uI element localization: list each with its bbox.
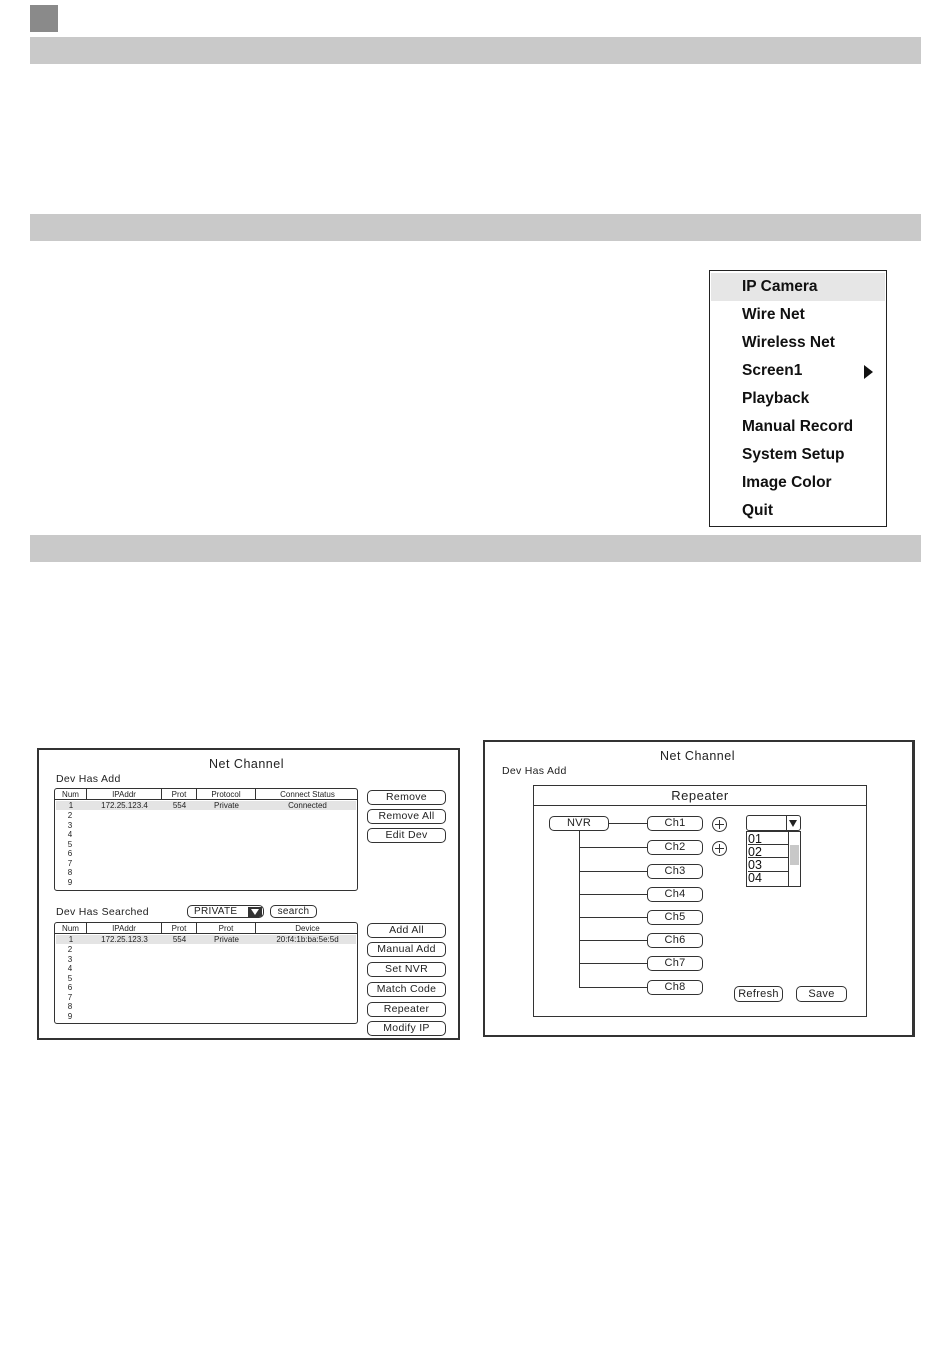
table-cell: 1 xyxy=(68,935,74,944)
menu-item-ip-camera[interactable] xyxy=(711,273,885,301)
dev-has-add-label: Dev Has Add xyxy=(502,765,567,777)
expand-plus-icon[interactable] xyxy=(712,841,727,856)
dropdown-option-list xyxy=(746,831,801,887)
row-number: 2 xyxy=(67,945,73,954)
column-header: Num xyxy=(55,789,87,800)
screen-title: Net Channel xyxy=(660,749,735,763)
connector-line xyxy=(579,894,647,895)
menu-item-label: IP Camera xyxy=(742,278,818,295)
channel-box-ch6[interactable]: Ch6 xyxy=(647,933,703,948)
expand-plus-icon[interactable] xyxy=(712,817,727,832)
save-button[interactable]: Save xyxy=(796,986,847,1002)
table-cell: 554 xyxy=(172,935,187,944)
row-number: 5 xyxy=(67,973,73,983)
menu-item-manual-record[interactable] xyxy=(711,413,885,441)
dropdown-option[interactable]: 03 xyxy=(748,858,788,872)
channel-box-ch5[interactable]: Ch5 xyxy=(647,910,703,925)
table-cell: 172.25.123.4 xyxy=(101,801,148,810)
menu-item-label: Screen1 xyxy=(742,362,803,379)
table-cell: Private xyxy=(214,935,239,944)
dropdown-arrow-icon xyxy=(248,907,262,917)
menu-item-wire-net[interactable] xyxy=(711,301,885,329)
manual-add-button[interactable]: Manual Add xyxy=(367,942,446,957)
column-header: Prot xyxy=(197,923,256,934)
table-header xyxy=(55,789,357,800)
column-header: Prot xyxy=(162,923,197,934)
search-button[interactable]: search xyxy=(270,905,317,918)
searched-devices-table xyxy=(54,922,358,1024)
net-channel-screen xyxy=(37,748,460,1040)
menu-item-label: Wireless Net xyxy=(742,334,835,351)
row-number: 9 xyxy=(67,877,73,887)
table-cell: Private xyxy=(214,801,239,810)
modify-ip-button[interactable]: Modify IP xyxy=(367,1021,446,1036)
row-number: 7 xyxy=(67,992,73,1002)
menu-item-label: Manual Record xyxy=(742,418,854,435)
row-number: 2 xyxy=(67,811,73,820)
table-cell: 554 xyxy=(172,801,187,810)
column-header: Connect Status xyxy=(280,790,335,799)
section-bar-1 xyxy=(30,37,921,64)
dropdown-option[interactable]: 04 xyxy=(748,871,762,885)
set-nvr-button[interactable]: Set NVR xyxy=(367,962,446,977)
row-number: 3 xyxy=(67,954,73,964)
protocol-dropdown-value: PRIVATE xyxy=(194,906,238,917)
row-number: 6 xyxy=(67,983,73,992)
context-menu xyxy=(709,270,887,527)
connector-line xyxy=(609,823,647,824)
match-code-button[interactable]: Match Code xyxy=(367,982,446,997)
added-devices-table xyxy=(54,788,358,891)
connector-line xyxy=(579,940,647,941)
trunk-line xyxy=(579,831,580,988)
menu-item-playback[interactable] xyxy=(711,385,885,413)
menu-item-label: System Setup xyxy=(742,446,845,463)
row-number: 8 xyxy=(67,1002,73,1011)
connector-line xyxy=(579,847,647,848)
menu-item-label: Playback xyxy=(742,390,810,407)
connector-line xyxy=(579,963,647,964)
row-number: 6 xyxy=(67,849,73,858)
section-marker xyxy=(30,5,58,32)
row-number: 5 xyxy=(67,839,73,849)
section-bar-2 xyxy=(30,214,921,241)
table-cell: Connected xyxy=(288,801,327,810)
column-header: Num xyxy=(55,923,87,934)
remove-button[interactable]: Remove xyxy=(367,790,446,805)
menu-item-label: Image Color xyxy=(742,474,832,491)
table-cell: 172.25.123.3 xyxy=(101,935,148,944)
column-header: IPAddr xyxy=(87,923,162,934)
column-header: IPAddr xyxy=(87,789,162,800)
refresh-button[interactable]: Refresh xyxy=(734,986,783,1002)
submenu-arrow-icon xyxy=(864,365,873,379)
dropdown-option[interactable]: 01 xyxy=(748,832,788,845)
table-header xyxy=(55,923,357,934)
channel-box-ch8[interactable]: Ch8 xyxy=(647,980,703,995)
channel-box-ch2[interactable]: Ch2 xyxy=(647,840,703,855)
dropdown-arrow-icon xyxy=(786,816,800,830)
repeater-dropdown[interactable] xyxy=(746,815,801,831)
channel-box-ch7[interactable]: Ch7 xyxy=(647,956,703,971)
dev-has-add-label: Dev Has Add xyxy=(56,773,121,785)
dialog-title: Repeater xyxy=(534,786,866,806)
connector-line xyxy=(579,917,647,918)
screen-title: Net Channel xyxy=(209,757,284,771)
row-number: 3 xyxy=(67,820,73,830)
repeater-screen xyxy=(483,740,915,1037)
edit-dev-button[interactable]: Edit Dev xyxy=(367,828,446,843)
add-all-button[interactable]: Add All xyxy=(367,923,446,938)
row-number: 7 xyxy=(67,858,73,868)
connector-line xyxy=(579,871,647,872)
channel-box-ch3[interactable]: Ch3 xyxy=(647,864,703,879)
row-number: 4 xyxy=(67,830,73,839)
table-cell: 1 xyxy=(68,801,74,810)
menu-item-quit[interactable] xyxy=(711,497,885,525)
dropdown-option[interactable]: 02 xyxy=(748,845,788,858)
channel-box-ch1[interactable]: Ch1 xyxy=(647,816,703,831)
section-bar-3 xyxy=(30,535,921,562)
row-number: 8 xyxy=(67,868,73,877)
menu-item-label: Wire Net xyxy=(742,306,805,323)
table-cell: 20:f4:1b:ba:5e:5d xyxy=(276,935,339,944)
menu-item-system-setup[interactable] xyxy=(711,441,885,469)
column-header: Protocol xyxy=(197,789,256,800)
menu-item-label: Quit xyxy=(742,502,773,519)
remove-all-button[interactable]: Remove All xyxy=(367,809,446,824)
menu-item-screen1[interactable] xyxy=(711,357,885,385)
menu-item-image-color[interactable] xyxy=(711,469,885,497)
channel-box-ch4[interactable]: Ch4 xyxy=(647,887,703,902)
row-number: 9 xyxy=(67,1011,73,1021)
row-number: 4 xyxy=(67,964,73,973)
column-header: Prot xyxy=(162,789,197,800)
dev-has-searched-label: Dev Has Searched xyxy=(56,906,149,918)
menu-item-wireless-net[interactable] xyxy=(711,329,885,357)
column-header: Device xyxy=(295,924,320,933)
scrollbar-thumb[interactable] xyxy=(790,845,799,865)
repeater-dialog xyxy=(533,785,867,1017)
protocol-dropdown[interactable] xyxy=(187,905,264,918)
nvr-box: NVR xyxy=(549,816,609,831)
connector-line xyxy=(579,987,647,988)
repeater-button[interactable]: Repeater xyxy=(367,1002,446,1017)
